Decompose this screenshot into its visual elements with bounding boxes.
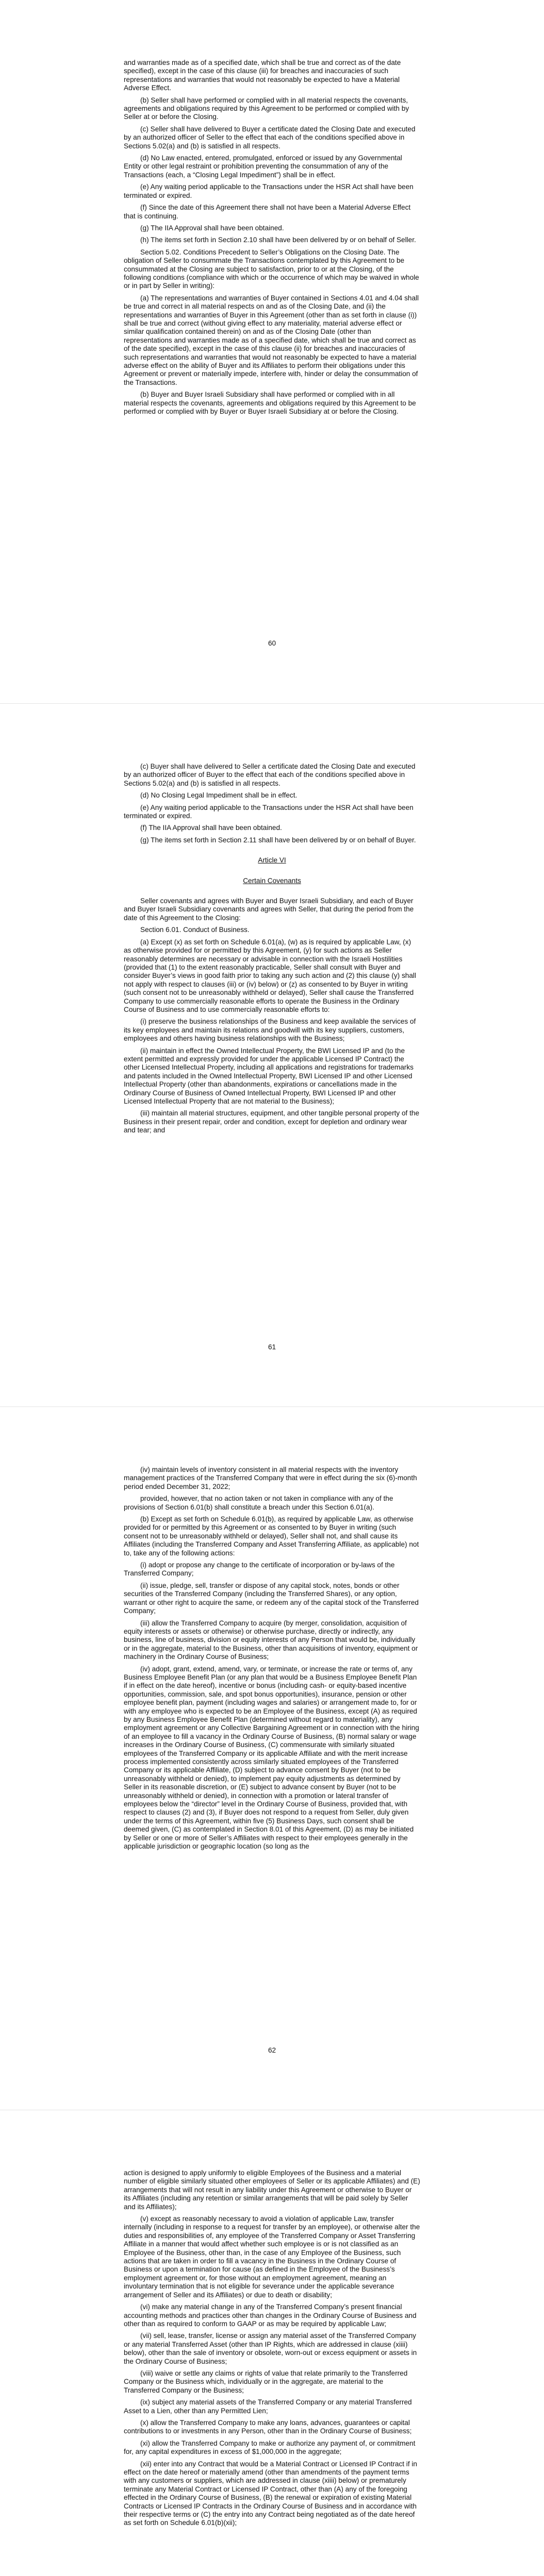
document-page	[0, 1406, 544, 2110]
paragraph: (xi) allow the Transferred Company to make or authorize any payment of, or commitment for, any capital expenditures in excess of $1,000,000 in the aggregate;	[124, 2439, 416, 2456]
paragraph: (ii) maintain in effect the Owned Intellectual Property, the BWI Licensed IP and (to the extent permitted and expressly provided for under the applicable Licensed IP Contract) the other Licensed Intellectual Property, including all applications and registrations for trademarks and patents included in the Owned Intellectual Property, BWI Licensed IP and other Licensed Intellectual Property (other than abandonments, expirations or cancellations made in the Ordinary Course of Business of Owned Intellectual Property, BWI Licensed IP and other Licensed Intellectual Property that are not material to the Business);	[124, 1046, 414, 1105]
paragraph: (d) No Closing Legal Impediment shall be in effect.	[140, 791, 298, 800]
paragraph: action is designed to apply uniformly to eligible Employees of the Business and a material number of eligible similarly situated other employees of Seller or its applicable Affiliates) and (E) arrangements that will not result in any liability under this Agreement or otherwise to Buyer or its Affiliates (including any retention or similar arrangements that will be paid solely by Seller and its Affiliates);	[124, 2169, 420, 2211]
paragraph: (iv) adopt, grant, extend, amend, vary, or terminate, or increase the rate or terms of, any Business Employee Benefit Plan (or any plan that would be a Business Employee Benefit Plan if in effect on the date hereof), incentive or bonus (including cash- or equity-based incentive opportunities, commission, sale, and spot bonus opportunities), insurance, pension or other employee benefit plan, payment (including wages and salaries) or arrangement made to, for or with any employee who is expected to be an Employee of the Business, except (A) as required by any Business Employee Benefit Plan (determined without regard to materiality), any employment agreement or any Collective Bargaining Agreement or in connection with the hiring of an employee to fill a vacancy in the Ordinary Course of Business, (B) normal salary or wage increases in the Ordinary Course of Business, (C) commensurate with similarly situated employees of the Transferred Company or its applicable Affiliate and with the merit increase process implemented consistently across similarly situated employees of the Transferred Company or its applicable Affiliate, (D) subject to advance consent by Buyer (not to be unreasonably withheld or denied), to implement pay equity adjustments as determined by Seller in its reasonable discretion, or (E) subject to advance consent by Buyer (not to be unreasonably withheld or denied), in connection with a promotion or lateral transfer of employees below the “director” level in the Ordinary Course of Business, provided that, with respect to clauses (2) and (3), if Buyer does not respond to a request from Seller, duly given under the terms of this Agreement, within five (5) Business Days, such consent shall be deemed given, (C) as contemplated in Section 8.01 of this Agreement, (D) as may be initiated by Seller or one or more of Seller’s Affiliates with respect to their employees generally in the applicable jurisdiction or geographic location (so long as the	[124, 1665, 419, 1851]
article-title: Certain Covenants	[243, 876, 301, 885]
paragraph: (iii) allow the Transferred Company to acquire (by merger, consolidation, acquisition of equity interests or assets or otherwise) or otherwise purchase, directly or indirectly, any business, line of business, division or equity interests of any Person that would be, individually or in the aggregate, material to the Business, other than acquisitions of inventory, equipment or machinery in the Ordinary Course of Business;	[124, 1619, 418, 1661]
paragraph: (i) adopt or propose any change to the certificate of incorporation or by-laws of the Transferred Company;	[124, 1561, 395, 1578]
paragraph: (viii) waive or settle any claims or rights of value that relate primarily to the Transferred Company or the Business which, individually or in the aggregate, are material to the Transferred Company or the Business;	[124, 2369, 408, 2394]
page-number: 61	[268, 1343, 276, 1351]
document-page	[0, 703, 544, 1406]
paragraph: (vii) sell, lease, transfer, license or assign any material asset of the Transferred Company or any material Transferred Asset (other than IP Rights, which are addressed in clause (xiiii) below), other than the sale of inventory or obsolete, worn-out or excess equipment or assets in the Ordinary Course of Business;	[124, 2332, 417, 2365]
paragraph: (iii) maintain all material structures, equipment, and other tangible personal property of the Business in their present repair, order and condition, except for depletion and ordinary wear and tear; and	[124, 1109, 420, 1134]
paragraph: (xii) enter into any Contract that would be a Material Contract or Licensed IP Contract if in effect on the date hereof or materially amend (other than amendments of the payment terms with any customers or suppliers, which are addressed in clause (xiiii) below) or prematurely terminate any Material Contract or Licensed IP Contract, other than (A) any of the foregoing effected in the Ordinary Course of Business, (B) the renewal or expiration of existing Material Contracts or Licensed IP Contracts in the Ordinary Course of Business and in accordance with their respective terms or (C) the entry into any Contract being negotiated as of the date hereof as set forth on Schedule 6.01(b)(xii);	[124, 2460, 417, 2527]
spacer	[124, 869, 420, 877]
paragraph: (vi) make any material change in any of the Transferred Company’s present financial accounting methods and practices other than changes in the Ordinary Course of Business and other than as required to conform to GAAP or as may be required by applicable Law;	[124, 2303, 417, 2328]
paragraph: (g) The items set forth in Section 2.11 shall have been delivered by or on behalf of Buyer.	[140, 836, 416, 844]
paragraph: (b) Buyer and Buyer Israeli Subsidiary shall have performed or complied with in all material respects the covenants, agreements and obligations required by this Agreement to be performed or complied with by Buyer or Buyer Israeli Subsidiary at or before the Closing.	[124, 391, 416, 416]
paragraph: (a) Except (x) as set forth on Schedule 6.01(a), (w) as is required by applicable Law, (x) as otherwise provided for or permitted by this Agreement, (y) for such actions as Seller reasonably determines are necessary or advisable in connection with the Israeli Hostilities (provided that (1) to the extent reasonably practicable, Seller shall consult with Buyer and consider Buyer’s views in good faith prior to taking any such action and (2) this clause (y) shall not apply with respect to clauses (iii) or (iv) below) or (z) as consented to by Buyer in writing (such consent not to be unreasonably withheld or delayed), Seller shall cause the Transferred Company to use commercially reasonable efforts to operate the Business in the Ordinary Course of Business and to use commercially reasonable efforts to:	[124, 938, 416, 1013]
paragraph: (a) The representations and warranties of Buyer contained in Sections 4.01 and 4.04 shall be true and correct in all material respects on and as of the Closing Date, and (ii) the representations and warranties of Buyer in this Agreement (other than as set forth in clause (i)) shall be true and correct (without giving effect to any materiality, material adverse effect or similar qualification contained therein) on and as of the Closing Date (other than representations and warranties made as of a specified date, which shall be true and correct as of the date specified), except in the case of this clause (ii) for breaches and inaccuracies of such representations and warranties that would not reasonably be expected to have a material adverse effect on the ability of Buyer and its Affiliates to perform their obligations under this Agreement or prevent or materially impede, interfere with, hinder or delay the consummation of the Transactions.	[124, 294, 419, 386]
paragraph: (c) Buyer shall have delivered to Seller a certificate dated the Closing Date and executed by an authorized officer of Buyer to the effect that each of the conditions specified above in Sections 5.02(a) and (b) is satisfied in all respects.	[124, 762, 416, 787]
paragraph: (g) The IIA Approval shall have been obtained.	[140, 224, 284, 232]
paragraph: (e) Any waiting period applicable to the Transactions under the HSR Act shall have been terminated or expired.	[124, 183, 414, 199]
page-number: 62	[268, 2046, 276, 2054]
paragraph: and warranties made as of a specified date, which shall be true and correct as of the date specified), except in the case of this clause (iii) for breaches and inaccuracies of such representations and warranties that would not reasonably be expected to have a Material Adverse Effect.	[124, 59, 401, 92]
section-heading-paragraph: Section 5.02. Conditions Precedent to Seller’s Obligations on the Closing Date. The obligation of Seller to consummate the Transactions contemplated by this Agreement to be consummated at the Closing are subject to satisfaction, prior to or at the Closing, of the following conditions (compliance with which or the occurrence of which may be waived in whole or in part by Seller in writing):	[124, 248, 419, 290]
paragraph: (ix) subject any material assets of the Transferred Company or any material Transferred Asset to a Lien, other than any Permitted Lien;	[124, 2398, 412, 2415]
paragraph: (d) No Law enacted, entered, promulgated, enforced or issued by any Governmental Entity or other legal restraint or prohibition preventing the consummation of any of the Transactions (each, a “Closing Legal Impediment”) shall be in effect.	[124, 154, 402, 179]
paragraph: (ii) issue, pledge, sell, transfer or dispose of any capital stock, notes, bonds or other securities of the Transferred Company (including the Transferred Shares), or any option, warrant or other right to acquire the same, or redeem any of the capital stock of the Transferred Company;	[124, 1581, 419, 1615]
paragraph: (f) The IIA Approval shall have been obtained.	[140, 824, 282, 832]
document-page	[0, 0, 544, 703]
paragraph: (v) except as reasonably necessary to avoid a violation of applicable Law, transfer internally (including in response to a request for transfer by an employee), or otherwise alter the duties and responsibilities of, any employee of the Transferred Company or Asset Transferring Affiliate in a manner that would affect whether such employee is or is not classified as an Employee of the Business, other than, in the case of any Employee of the Business, such actions that are taken in order to fill a vacancy in the Business in the Ordinary Course of Business or upon a termination for cause (as defined in the Employee of the Business’s employment agreement or, for those without an employment agreement, meaning an involuntary termination that is not eligible for severance under the applicable severance arrangement of Seller and its Affiliates) or due to death or disability;	[124, 2215, 420, 2299]
paragraph: (c) Seller shall have delivered to Buyer a certificate dated the Closing Date and executed by an authorized officer of Seller to the effect that each of the conditions specified above in Sections 5.02(a) and (b) is satisfied in all respects.	[124, 125, 416, 150]
paragraph: (h) The items set forth in Section 2.10 shall have been delivered by or on behalf of Seller.	[140, 236, 416, 244]
paragraph: (b) Except as set forth on Schedule 6.01(b), as required by applicable Law, as otherwise provided for or permitted by this Agreement or as consented to by Buyer in writing (such consent not to be unreasonably withheld or delayed), Seller shall not, and shall cause its Affiliates (including the Transferred Company and Asset Transferring Affiliate, as applicable) not to, take any of the following actions:	[124, 1515, 419, 1557]
paragraph: (iv) maintain levels of inventory consistent in all material respects with the inventory management practices of the Transferred Company that were in effect during the six (6)-month period ended December 31, 2022;	[124, 1466, 417, 1490]
paragraph: (i) preserve the business relationships of the Business and keep available the services of its key employees and maintain its relations and goodwill with its key suppliers, customers, employees and others having business relationships with the Business;	[124, 1018, 416, 1043]
document-page	[0, 2110, 544, 2576]
paragraph: (b) Seller shall have performed or complied with in all material respects the covenants, agreements and obligations required by this Agreement to be performed or complied with by Seller at or before the Closing.	[124, 96, 409, 121]
paragraph: (x) allow the Transferred Company to make any loans, advances, guarantees or capital contributions to or investments in any Person, other than in the Ordinary Course of Business;	[124, 2418, 412, 2435]
paragraph: Seller covenants and agrees with Buyer and Buyer Israeli Subsidiary, and each of Buyer and Buyer Israeli Subsidiary covenants and agrees with Seller, that during the period from the date of this Agreement to the Closing:	[124, 897, 414, 922]
section-heading: Section 6.01. Conduct of Business.	[140, 926, 250, 934]
article-heading: Article VI	[258, 856, 286, 865]
spacer	[124, 889, 420, 897]
page-number: 60	[268, 639, 276, 647]
paragraph: provided, however, that no action taken or not taken in compliance with any of the provisions of Section 6.01(b) shall constitute a breach under this Section 6.01(a).	[124, 1495, 393, 1511]
paragraph: (e) Any waiting period applicable to the Transactions under the HSR Act shall have been terminated or expired.	[124, 803, 414, 820]
spacer	[124, 848, 420, 856]
paragraph: (f) Since the date of this Agreement there shall not have been a Material Adverse Effect that is continuing.	[124, 204, 411, 220]
